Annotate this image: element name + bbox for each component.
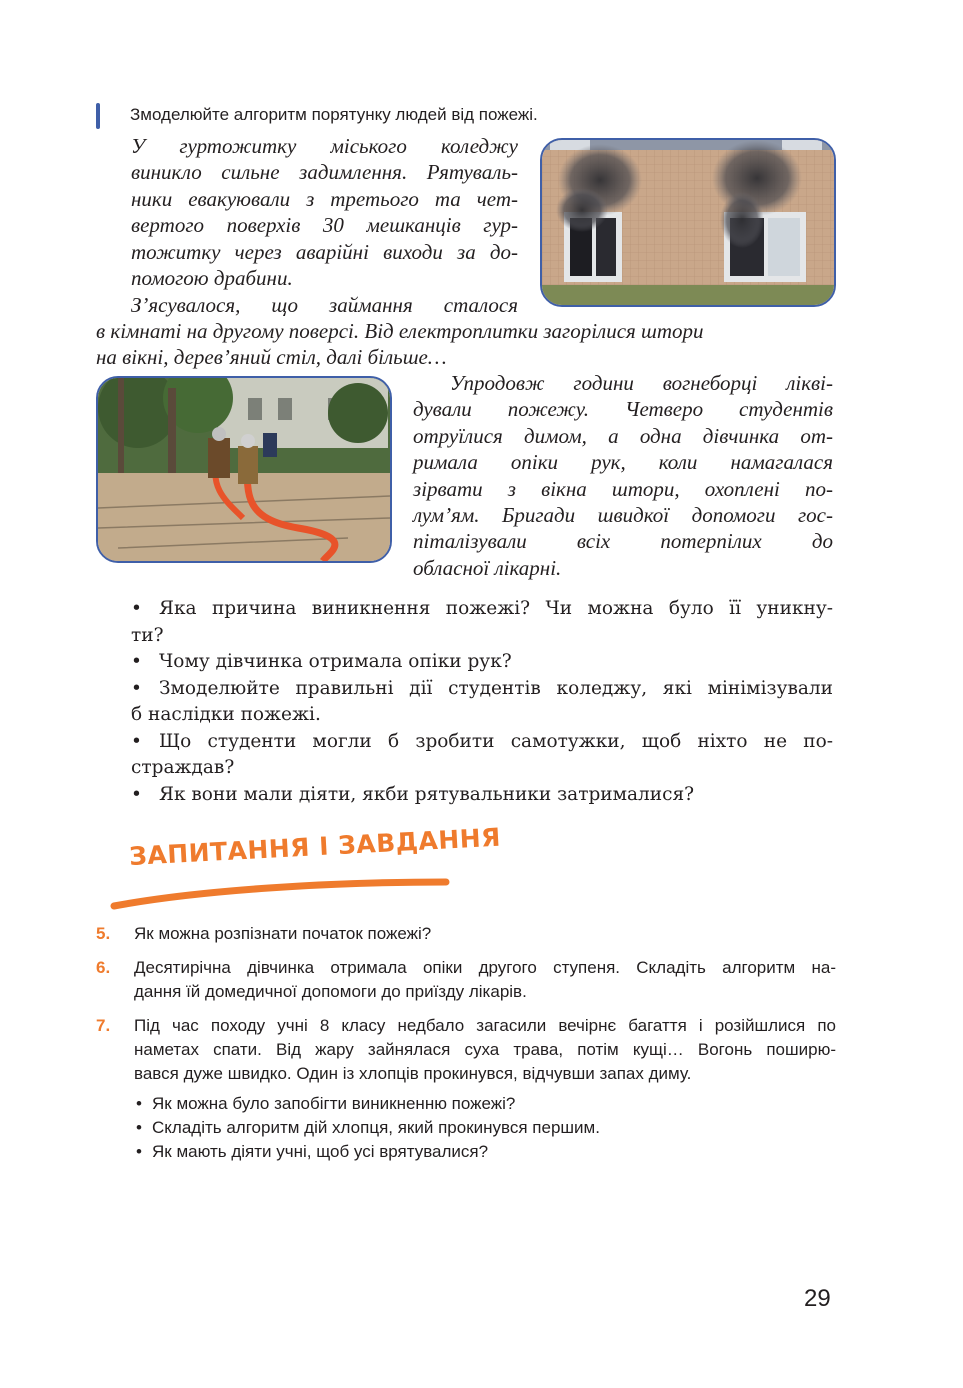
question-text-cont: страждав? xyxy=(131,757,235,778)
question-item xyxy=(131,596,833,649)
story-line: зірвати з вікна штори, охоплені по- xyxy=(413,476,833,501)
question-text: Яка причина виникнення пожежі? Чи можна було її уникну- xyxy=(159,598,833,619)
bullet: • xyxy=(131,783,142,805)
task-heading xyxy=(96,101,856,131)
story-line: У гуртожитку міського коледжу xyxy=(131,134,518,158)
task-text: Під час походу учні 8 класу недбало загасили вечірнє багаття і розійшлися по xyxy=(134,1016,836,1035)
task-text: дання їй домедичної допомоги до приїзду лікарів. xyxy=(134,982,527,1001)
question-text: Змоделюйте правильні дії студентів коледжу, які мінімізували xyxy=(159,677,833,699)
task-item xyxy=(96,956,836,1004)
question-text-cont: б наслідки пожежі. xyxy=(131,704,321,725)
story-line: дували пожежу. Четверо студентів xyxy=(413,397,833,422)
task-text: наметах спати. Від жару зайнялася суха трава, потім кущі… Вогонь поширю- xyxy=(134,1040,836,1059)
task-text: вався дуже швидко. Один із хлопців прокинувся, відчувши запах диму. xyxy=(134,1064,692,1083)
question-text: Що студенти могли б зробити самотужки, щоб ніхто не по- xyxy=(159,730,833,752)
task-list xyxy=(96,922,836,1174)
sub-question: • Як можна було запобігти виникненню пожежі? xyxy=(134,1092,836,1116)
bullet: • xyxy=(131,651,142,672)
story-line: римала опіки рук, коли намагалася xyxy=(413,450,833,475)
sub-question: • Складіть алгоритм дій хлопця, який прокинувся першим. xyxy=(134,1116,836,1140)
question-text-cont: ти? xyxy=(131,624,164,646)
task-number: 6. xyxy=(96,958,111,977)
section-title: ЗАПИТАННЯ І ЗАВДАННЯ xyxy=(128,822,502,871)
bullet: • xyxy=(131,677,142,699)
task-marker-bar xyxy=(96,103,100,129)
task-number: 5. xyxy=(96,924,111,943)
task-sub-questions xyxy=(134,1092,836,1164)
story-paragraph-1 xyxy=(131,133,518,291)
story-paragraph-2-start: З’ясувалося, що займання сталося xyxy=(131,293,518,317)
question-item xyxy=(131,649,833,676)
task-number: 7. xyxy=(96,1016,111,1035)
sub-question: • Як мають діяти учні, щоб усі врятувалися? xyxy=(134,1140,836,1164)
question-text: Як вони мали діяти, якби рятувальники затрималися? xyxy=(159,783,695,805)
story-paragraph-3 xyxy=(413,370,833,581)
task-intro-text: Змоделюйте алгоритм порятунку людей від пожежі. xyxy=(130,105,538,124)
story-line: Упродовж години вогнеборці лікві- xyxy=(450,371,833,395)
story-line: вертого поверхів 30 мешканців гур- xyxy=(131,213,518,238)
photo-firefighters-hose xyxy=(96,376,392,563)
question-text: Чому дівчинка отримала опіки рук? xyxy=(159,651,512,672)
task-text: Як можна розпізнати початок пожежі? xyxy=(134,924,432,943)
task-item xyxy=(96,1014,836,1164)
story-line: виникло сильне задимлення. Рятуваль- xyxy=(131,160,518,185)
page-number: 29 xyxy=(804,1285,831,1312)
story-line: в кімнаті на другому поверсі. Від електроплитки загорілися штори xyxy=(96,319,704,343)
section-heading xyxy=(110,822,502,912)
discussion-questions xyxy=(131,596,833,808)
story-line: на вікні, дерев’яний стіл, далі більше… xyxy=(96,345,447,370)
task-text: Десятирічна дівчинка отримала опіки другого ступеня. Складіть алгоритм на- xyxy=(134,958,836,977)
question-item xyxy=(131,729,833,782)
story-line: отруїлися димом, а одна дівчинка от- xyxy=(413,423,833,448)
story-paragraph-2 xyxy=(96,318,836,371)
story-line: ники евакуювали з третього та чет- xyxy=(131,186,518,211)
story-line: помогою драбини. xyxy=(131,266,293,291)
bullet: • xyxy=(131,598,142,619)
story-line: лум’ям. Бригади швидкої допомоги гос- xyxy=(413,503,833,528)
story-line: обласної лікарні. xyxy=(413,555,562,580)
task-item xyxy=(96,922,836,946)
question-item xyxy=(131,782,833,809)
question-item xyxy=(131,676,833,729)
story-line: піталізували всіх потерпілих до xyxy=(413,529,833,554)
photo-smoking-building xyxy=(540,138,836,307)
bullet: • xyxy=(131,730,142,752)
story-line: тожитку через аварійні виходи за до- xyxy=(131,239,518,264)
